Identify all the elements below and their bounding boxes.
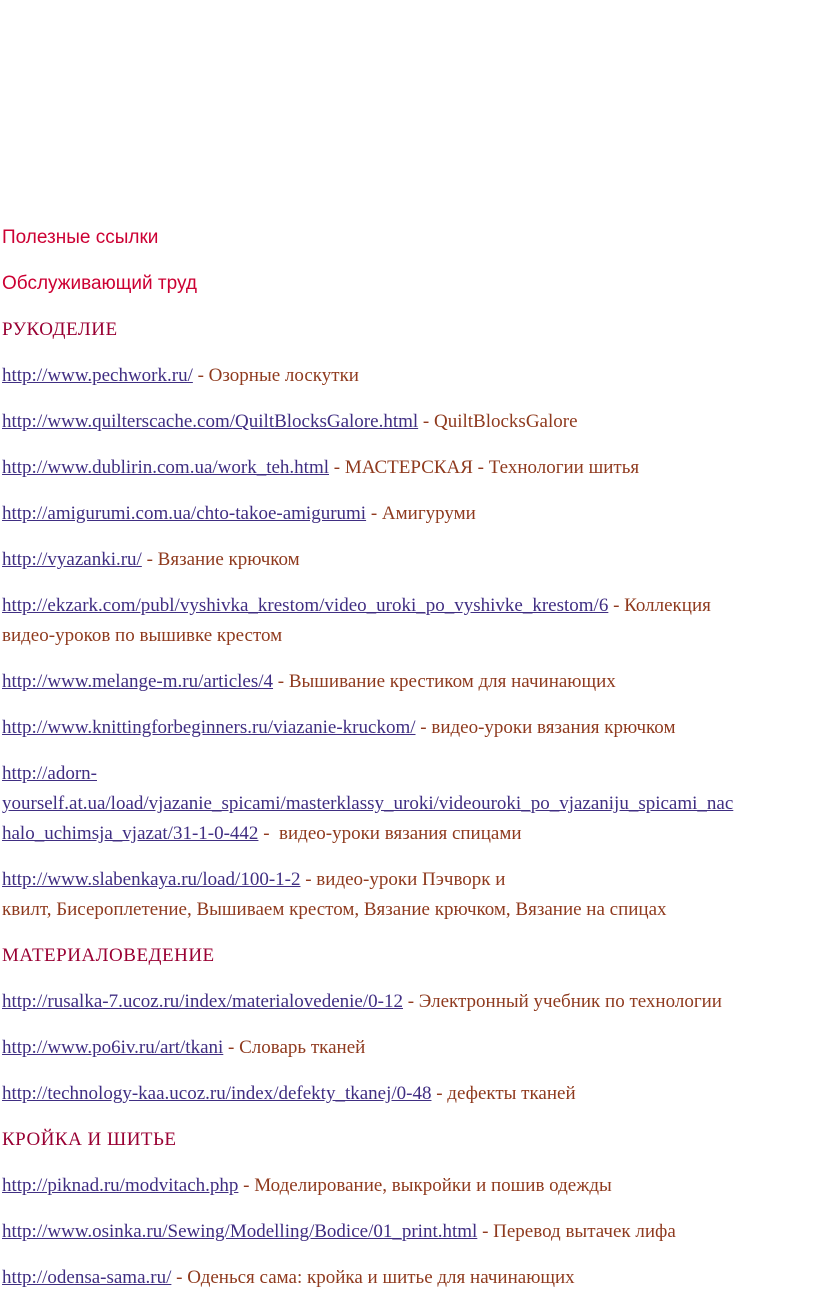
link-desc-technology-kaa: - дефекты тканей [431, 1083, 576, 1104]
link-desc-slabenkaya-line2: квилт, Бисероплетение, Вышиваем крестом, Вязание крючком, Вязание на спицах [2, 899, 667, 920]
link-row-ekzark [2, 591, 808, 651]
link-po6iv[interactable]: http://www.po6iv.ru/art/tkani [2, 1037, 224, 1058]
link-row-slabenkaya [2, 865, 808, 925]
link-dublirin[interactable]: http://www.dublirin.com.ua/work_teh.html [2, 457, 330, 478]
link-desc-slabenkaya-line1: - видео-уроки Пэчворк и [300, 869, 506, 890]
link-desc-vyazanki: - Вязание крючком [141, 549, 300, 570]
link-row-amigurumi [2, 499, 808, 529]
link-row-melange [2, 667, 808, 697]
link-rusalka[interactable]: http://rusalka-7.ucoz.ru/index/materialovedenie/0-12 [2, 991, 403, 1012]
link-desc-quilterscache: - QuiltBlocksGalore [418, 411, 578, 432]
link-vyazanki[interactable]: http://vyazanki.ru/ [2, 549, 142, 570]
section-title-rukodelie: РУКОДЕЛИЕ [2, 319, 118, 340]
link-slabenkaya[interactable]: http://www.slabenkaya.ru/load/100-1-2 [2, 869, 301, 890]
page-title: Полезные ссылки [2, 227, 159, 248]
page-subtitle: Обслуживающий труд [2, 273, 197, 294]
link-ekzark[interactable]: http://ekzark.com/publ/vyshivka_krestom/video_uroki_po_vyshivke_krestom/6 [2, 595, 609, 616]
link-melange[interactable]: http://www.melange-m.ru/articles/4 [2, 671, 274, 692]
link-technology-kaa[interactable]: http://technology-kaa.ucoz.ru/index/defekty_tkanej/0-48 [2, 1083, 432, 1104]
link-desc-pechwork: - Озорные лоскутки [192, 365, 359, 386]
link-desc-piknad: - Моделирование, выкройки и пошив одежды [238, 1175, 612, 1196]
link-desc-po6iv: - Словарь тканей [223, 1037, 366, 1058]
link-row-po6iv [2, 1033, 808, 1063]
link-amigurumi[interactable]: http://amigurumi.com.ua/chto-takoe-amigurumi [2, 503, 367, 524]
link-desc-adorn-yourself: - видео-уроки вязания спицами [258, 823, 522, 844]
link-row-piknad [2, 1171, 808, 1201]
link-desc-ekzark-line2: видео-уроков по вышивке крестом [2, 625, 283, 646]
link-row-odensa-sama [2, 1263, 808, 1293]
link-row-technology-kaa [2, 1079, 808, 1109]
link-desc-knittingforbeginners: - видео-уроки вязания крючком [415, 717, 676, 738]
link-desc-amigurumi: - Амигуруми [366, 503, 476, 524]
link-row-osinka [2, 1217, 808, 1247]
link-adorn-line1: http://adorn- [2, 763, 97, 784]
link-desc-ekzark-line1: - Коллекция [608, 595, 711, 616]
link-row-pechwork [2, 361, 808, 391]
link-row-quilterscache [2, 407, 808, 437]
link-row-rusalka [2, 987, 808, 1017]
link-desc-osinka: - Перевод вытачек лифа [477, 1221, 676, 1242]
link-desc-dublirin: - МАСТЕРСКАЯ - Технологии шитья [329, 457, 640, 478]
link-row-adorn-yourself [2, 759, 808, 849]
link-desc-rusalka: - Электронный учебник по технологии [402, 991, 722, 1012]
link-adorn-line3: halo_uchimsja_vjazat/31-1-0-442 [2, 823, 259, 844]
link-odensa-sama[interactable]: http://odensa-sama.ru/ [2, 1267, 172, 1288]
link-pechwork[interactable]: http://www.pechwork.ru/ [2, 365, 193, 386]
link-desc-melange: - Вышивание крестиком для начинающих [273, 671, 616, 692]
link-row-dublirin [2, 453, 808, 483]
section-title-materialovedenie: МАТЕРИАЛОВЕДЕНИЕ [2, 945, 215, 966]
link-knittingforbeginners[interactable]: http://www.knittingforbeginners.ru/viazanie-kruckom/ [2, 717, 416, 738]
link-row-vyazanki [2, 545, 808, 575]
section-title-krojka-i-shite: КРОЙКА И ШИТЬЕ [2, 1129, 177, 1150]
link-piknad[interactable]: http://piknad.ru/modvitach.php [2, 1175, 239, 1196]
link-osinka[interactable]: http://www.osinka.ru/Sewing/Modelling/Bodice/01_print.html [2, 1221, 478, 1242]
link-quilterscache[interactable]: http://www.quilterscache.com/QuiltBlocksGalore.html [2, 411, 419, 432]
link-adorn-line2: yourself.at.ua/load/vjazanie_spicami/masterklassy_uroki/videouroki_po_vjazaniju_spicami_nac [2, 793, 734, 814]
link-row-knittingforbeginners [2, 713, 808, 743]
link-desc-odensa-sama: - Оденься сама: кройка и шитье для начинающих [171, 1267, 575, 1288]
